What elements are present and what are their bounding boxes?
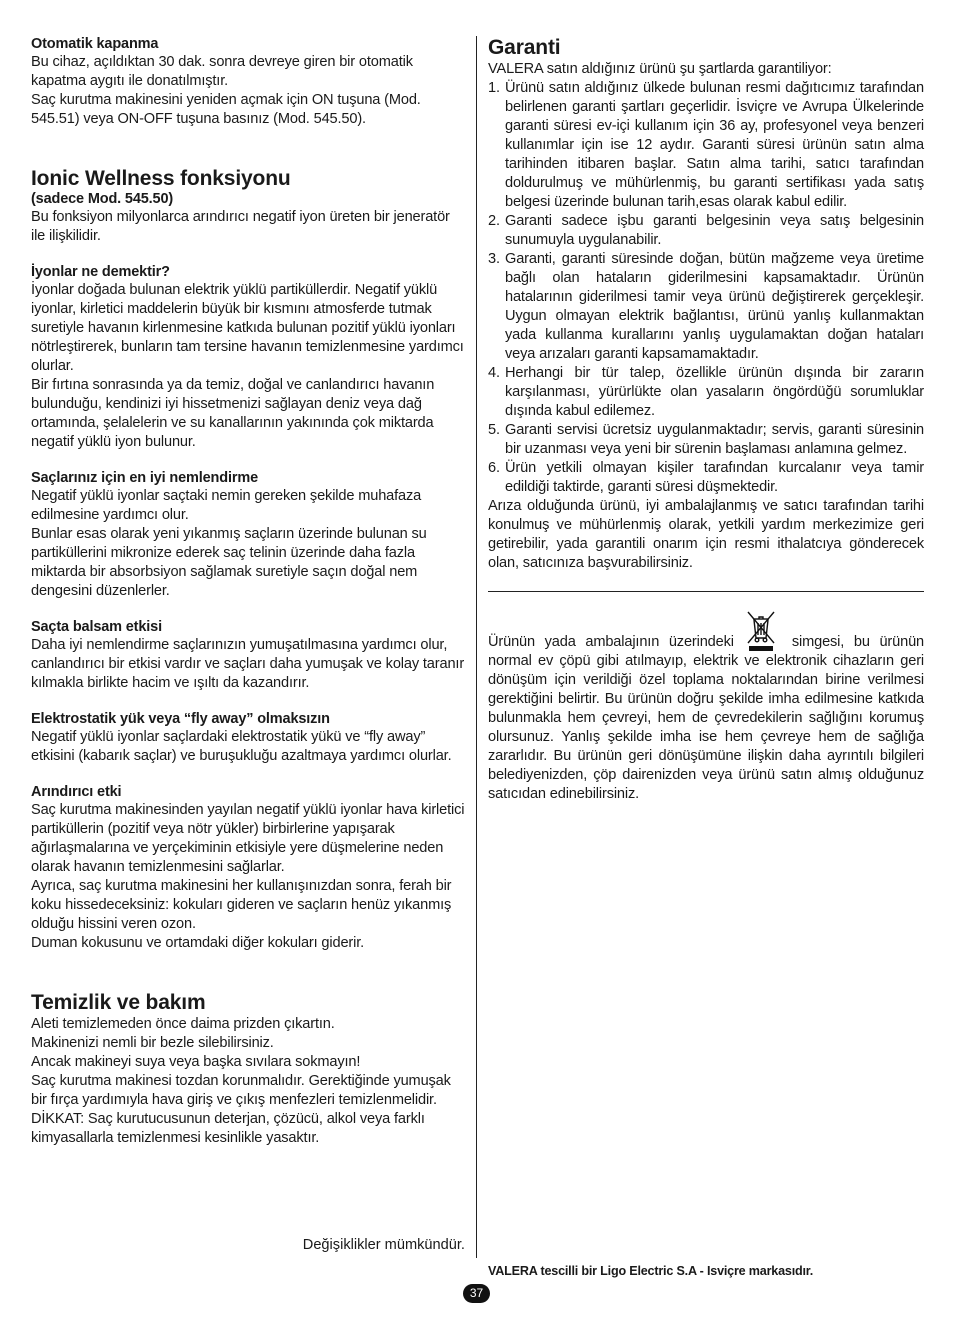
warranty-outro: Arıza olduğunda ürünü, iyi ambalajlanmış ve satıcı tarafından tarihi konulmuş ve mühürlenmiş olarak, yetkili yardım merkezimize geri getirebilir, yada garantili onarım için resmi ithalatcıya gönderecek olan, satıcınıza başvurabilirsiniz. [488, 498, 924, 571]
warranty-item [488, 212, 924, 250]
warranty-item [488, 250, 924, 364]
warranty-item-number: 5. [488, 422, 500, 438]
purifying-text-3: Duman kokusunu ve ortamdaki diğer kokuları giderir. [31, 935, 365, 951]
auto-off-section [31, 36, 467, 129]
right-column [488, 36, 924, 804]
page-number: 37 [463, 1284, 490, 1303]
ions-title: İyonlar ne demektir? [31, 264, 170, 280]
ions-text-1: İyonlar doğada bulunan elektrik yüklü partiküllerdir. Negatif yüklü iyonlar, kirletici maddelerin büyük bir kısmını atmosferde tutmak suretiyle havanın kirlenmesine katkıda bulunan pozitif yüklü iyonları nötrleştirerek, bunların tam tersine havanın temizlenmesine yardımcı olurlar. [31, 282, 464, 374]
warranty-item-text: Garanti, garanti süresinde doğan, bütün mağzeme veya üretime bağlı olan hataların giderilmesini kapsamaktadır. Ürünün hatalarının giderilmesi tamir veya ürünü değiştirerek gerçekleşir. Uygun olmayan elektrik bağlantısı, ürünü yanlış kullanmaktan yada kullanma kurallarını yanlış uygulamaktan doğan hataları veya arızaları garanti kapsamamaktadır. [505, 251, 924, 362]
ionic-title: Ionic Wellness fonksiyonu [31, 167, 291, 190]
column-divider [476, 36, 477, 1258]
warranty-list [488, 79, 924, 497]
warranty-item [488, 364, 924, 421]
brand-note: VALERA tescilli bir Ligo Electric S.A - Isviçre markasıdır. [488, 1264, 814, 1278]
warranty-item-number: 6. [488, 460, 500, 476]
purifying-text-1: Saç kurutma makinesinden yayılan negatif yüklü iyonlar hava kirletici partiküllerin (pozitif veya nötr yükler) birbirlerine yapışarak ağırlaşmalarına ve yerçekiminin etkisiyle yere düşmelerine neden olarak havanın temizlenmesini sağlarlar. [31, 802, 465, 875]
moisture-title: Saçlarınız için en iyi nemlendirme [31, 470, 258, 486]
balsam-text: Daha iyi nemlendirme saçlarınızın yumuşatılmasına yardımcı olur, canlandırıcı bir etkisi vardır ve saçları daha yumuşak ve kolay taranır kılmakla birlikte hacim ve ışıltı da kazandırır. [31, 637, 465, 691]
warranty-intro: VALERA satın aldığınız ürünü şu şartlarda garantiliyor: [488, 61, 832, 77]
cleaning-text-3: Ancak makineyi suya veya başka sıvılara sokmayın! [31, 1054, 361, 1070]
ionic-section [31, 167, 467, 953]
ionic-intro: Bu fonksiyon milyonlarca arındırıcı negatif iyon üreten bir jeneratör ile ilişkilidir. [31, 209, 450, 244]
disposal-text [488, 608, 924, 804]
warranty-item-number: 1. [488, 80, 500, 96]
cleaning-section [31, 991, 467, 1148]
cleaning-title: Temizlik ve bakım [31, 991, 206, 1014]
static-title: Elektrostatik yük veya “fly away” olmaksızın [31, 711, 330, 727]
balsam-title: Saçta balsam etkisi [31, 619, 162, 635]
purifying-title: Arındırıcı etki [31, 784, 122, 800]
ions-text-2: Bir fırtına sonrasında ya da temiz, doğal ve canlandırıcı havanın bulunduğu, kendinizi iyi hissetmenizi sağlayan deniz veya dağ ortamında, şelalelerin ve su kanallarının yakınında çok miktarda negatif yüklü iyon bulunur. [31, 377, 435, 450]
warranty-item-text: Garanti servisi ücretsiz uygulanmaktadır; servis, garanti süresinin bir uzanması veya yeni bir sürenin başlaması anlamına gelmez. [505, 422, 924, 457]
warranty-item-number: 3. [488, 251, 500, 267]
warranty-item-number: 4. [488, 365, 500, 381]
cleaning-text-1: Aleti temizlemeden önce daima prizden çıkartın. [31, 1016, 335, 1032]
moisture-text-2: Bunlar esas olarak yeni yıkanmış saçların üzerinde bulunan su partiküllerini mikronize ederek saç telinin üzerinde daha fazla miktarda bir absorbsiyon sağlamak suretiyle saçın doğal nem dengesini düzenlerler. [31, 526, 427, 599]
cleaning-text-2: Makinenizi nemli bir bezle silebilirsiniz. [31, 1035, 274, 1051]
static-text: Negatif yüklü iyonlar saçlardaki elektrostatik yükü ve “fly away” etkisini (kabarık saçlar) ve buruşukluğu azaltmaya yardımcı olurlar. [31, 729, 452, 764]
warranty-item-text: Garanti sadece işbu garanti belgesinin veya satış belgesinin sunumuyla uygulanabilir. [505, 213, 924, 248]
warranty-item-number: 2. [488, 213, 500, 229]
warranty-title: Garanti [488, 36, 561, 59]
warranty-item [488, 79, 924, 212]
left-column [31, 36, 467, 1148]
warranty-item-text: Herhangi bir tür talep, özellikle ürünün dışında bir zararın karşılanması, yürürlükte olan yasaların öngördüğü sorumluklar dışında kabul edilemez. [505, 365, 924, 419]
disposal-text-before: Ürünün yada ambalajının üzerindeki [488, 634, 734, 650]
auto-off-title: Otomatik kapanma [31, 36, 159, 52]
moisture-text-1: Negatif yüklü iyonlar saçtaki nemin gereken şekilde muhafaza edilmesine yardımcı olur. [31, 488, 422, 523]
changes-note: Değişiklikler mümkündür. [302, 1237, 465, 1253]
auto-off-text-1: Bu cihaz, açıldıktan 30 dak. sonra devreye giren bir otomatik kapatma aygıtı ile donatılmıştır. [31, 54, 413, 89]
disposal-text-after: simgesi, bu ürünün normal ev çöpü gibi atılmayıp, elektrik ve elektronik cihazların geri dönüşüm için verildiği özel toplama noktalarından birine verilmesi gerektiğini belirtir. Bu ürünün doğru şekilde imha edilmesine katkıda bulunmakla hem çevreyi, hem de çevredekilerin sağlığını korumuş olursunuz. Yanlış şekilde imha ise hem çevreye hem de sağlığa zararlıdır. Bu ürünün geri dönüşümüne ilişkin daha ayrıntılı bilgileri belediyenizden, çöp dairenizden veya ürünü satın almış olduğunuz satıcıdan edinebilirsiniz. [488, 634, 925, 802]
purifying-text-2: Ayrıca, saç kurutma makinesini her kullanışınızdan sonra, ferah bir koku hissedeceksiniz: kokuları gideren ve saçların henüz yıkanmış olduğu hissini veren ozon. [31, 878, 452, 932]
crossed-out-wheelie-bin-icon [744, 608, 778, 652]
cleaning-text-4: Saç kurutma makinesi tozdan korunmalıdır. Gerektiğinde yumuşak bir fırça yardımıyla hava giriş ve çıkış menfezleri temizlenmelidir. [31, 1073, 451, 1108]
warranty-item [488, 421, 924, 459]
warranty-section [488, 36, 924, 573]
ionic-subtitle: (sadece Mod. 545.50) [31, 191, 174, 207]
auto-off-text-2: Saç kurutma makinesini yeniden açmak için ON tuşuna (Mod. 545.51) veya ON-OFF tuşuna basınız (Mod. 545.50). [31, 92, 421, 127]
warranty-item-text: Ürün yetkili olmayan kişiler tarafından kurcalanır veya tamir edildiği taktirde, garanti süresi düşmektedir. [505, 460, 924, 495]
warranty-item [488, 459, 924, 497]
cleaning-text-5: DİKKAT: Saç kurutucusunun deterjan, çözücü, alkol veya farklı kimyasallarla temizlenmesi kesinlikle yasaktır. [31, 1111, 425, 1146]
warranty-item-text: Ürünü satın aldığınız ülkede bulunan resmi dağıtıcımız tarafından belirlenen garanti şartları geçerlidir. İsviçre ve Avrupa Ülkelerinde garanti süresi ev-içi kullanım için 36 ay, profesyonel veya benzeri kullanımlar için ise 12 aydır. Garanti süresi ürünün satın alma tarihinden itibaren başlar. Satın alma tarihi, satıcı tarafından doldurulmuş ve mühürlenmiş, bu garanti sertifikası yada satış belgesi üzerinde bulunan tarih,esas olarak kabul edilir. [505, 80, 924, 210]
